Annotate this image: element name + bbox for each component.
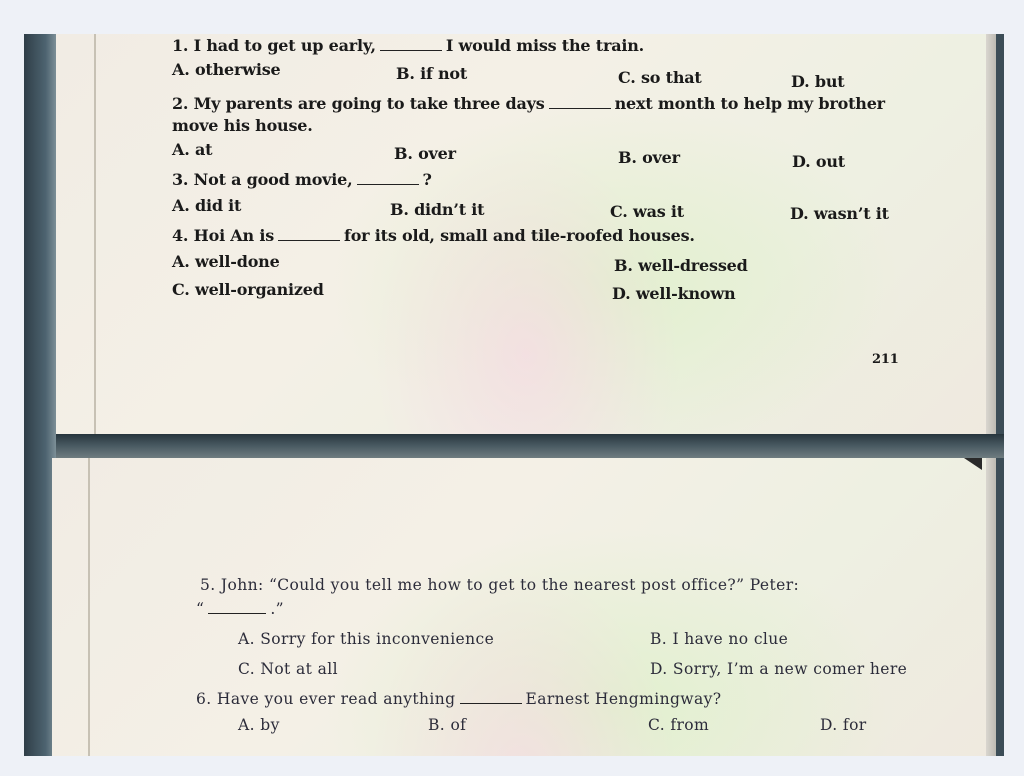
question-2-stem-end: next month to help my brother [614,94,885,113]
answer-blank [460,702,522,704]
bottom-page [52,458,996,756]
question-2-option-d: D. out [792,152,845,171]
question-4-option-c: C. well-organized [172,280,324,299]
top-page [56,34,996,434]
question-1-stem-end: I would miss the train. [445,36,645,55]
question-2-stem-line-2: move his house. [172,116,313,135]
margin-line [88,458,90,756]
question-4-stem-start: 4. Hoi An is [172,226,275,245]
page-corner-mark [964,458,982,470]
question-3-option-b: B. didn’t it [390,200,485,219]
question-1-option-b: B. if not [396,64,468,83]
question-6-option-a: A. by [238,716,280,734]
answer-blank [357,183,419,185]
question-4-stem-end: for its old, small and tile-roofed houses. [344,226,695,245]
question-5-quote-close: .” [270,600,284,618]
question-5-stem-line-2 [196,600,284,618]
question-2-option-c: B. over [618,148,680,167]
question-1-stem [172,36,644,55]
question-3-option-a: A. did it [172,196,242,215]
question-2-option-b: B. over [394,144,456,163]
book-photo [24,34,1004,756]
answer-blank [380,49,442,51]
question-5-stem: 5. John: “Could you tell me how to get to the nearest post office?” Peter: [200,576,800,594]
page-edge [986,34,996,434]
page-number: 211 [872,352,899,367]
question-6-option-d: D. for [820,716,867,734]
question-3-stem [172,170,432,189]
question-6-stem [196,690,721,708]
answer-blank [549,107,611,109]
margin-line [94,34,96,434]
question-4-stem [172,226,695,245]
question-5-option-d: D. Sorry, I’m a new comer here [650,660,908,678]
question-2-stem [172,94,885,113]
answer-blank [208,612,266,614]
question-6-stem-start: 6. Have you ever read anything [196,690,456,708]
question-4-option-b: B. well-dressed [614,256,748,275]
question-6-option-c: C. from [648,716,710,734]
question-5-option-b: B. I have no clue [650,630,789,648]
answer-blank [278,239,340,241]
question-6-stem-end: Earnest Hengmingway? [525,690,722,708]
question-5-quote-open: “ [196,600,205,618]
question-4-option-d: D. well-known [612,284,736,303]
question-5-option-a: A. Sorry for this inconvenience [238,630,495,648]
question-3-option-c: C. was it [610,202,684,221]
question-5-option-c: C. Not at all [238,660,338,678]
question-2-stem-start: 2. My parents are going to take three days [172,94,545,113]
question-2-option-a: A. at [172,140,213,159]
question-1-option-c: C. so that [618,68,702,87]
question-3-stem-start: 3. Not a good movie, [172,170,353,189]
question-1-option-d: D. but [791,72,845,91]
page-seam [56,434,1004,458]
question-3-stem-end: ? [422,170,432,189]
question-6-option-b: B. of [428,716,467,734]
question-1-stem-start: 1. I had to get up early, [172,36,376,55]
question-4-option-a: A. well-done [172,252,280,271]
question-3-option-d: D. wasn’t it [790,204,889,223]
question-1-option-a: A. otherwise [172,60,281,79]
page-edge [986,458,996,756]
